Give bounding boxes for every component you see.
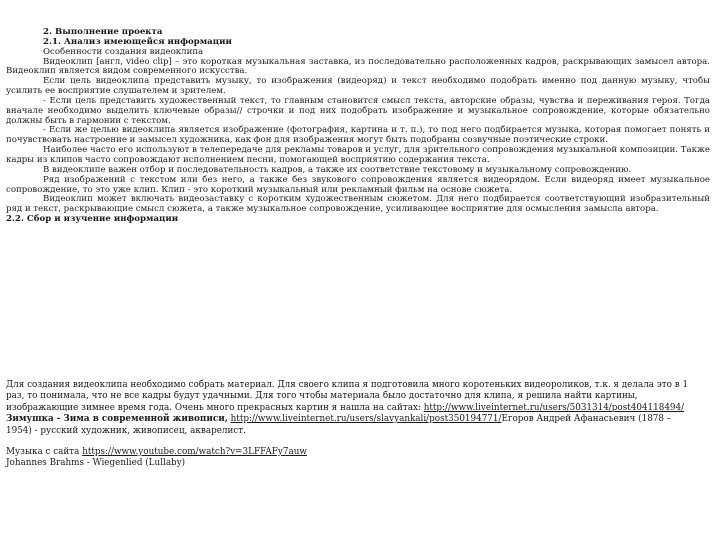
paragraph-definition: Видеоклип [англ, video clip] – это короткая музыкальная заставка, из последовательно расположенных кадров, раскрывающих замысел автора. Видеоклип является видом современного искусства. (6, 56, 710, 77)
project-section (6, 28, 710, 225)
collection-paragraph (6, 380, 696, 437)
paragraph-text-goal: - Если цель представить художественный текст, то главным становится смысл текста, авторские образы, чувства и переживания героя. Тогда вначале необходимо выделить ключевые образы// строчки и под них подобрать изображение и музыкальное сопровождение, которые обязательно должны быть в гармонии с текстом. (6, 95, 710, 126)
subheading: Особенности создания видеоклипа (43, 46, 204, 57)
section-heading-project: 2. Выполнение проекта (43, 27, 163, 37)
paragraph-videoseries: Ряд изображений с текстом или без него, а также без звукового сопровождения является видеорядом. Если видеоряд имеет музыкальное сопровождение, то это уже клип. Клип - это короткий музыкальный или рекламный фильм на основе сюжета. (6, 174, 710, 195)
paragraph-usage: Наиболее часто его используют в телепередаче для рекламы товаров и услуг, для зрительного сопровождения музыкальной композиции. Также кадры из клипов часто сопровождают исполнением песни, помогающей восприятию содержания текста. (6, 145, 710, 165)
paragraph-music-goal: Если цель видеоклипа представить музыку, то изображения (видеоряд) и текст необходимо подобрать именно под данную музыку, чтобы усилить ее восприятие слушателем и зрителем. (6, 76, 710, 97)
collection-text: Для создания видеоклипа необходимо собрать материал. Для своего клипа я подготовила много коротеньких видеороликов, т.к. я делала это в 1 раз, то понимала, что не все кадры будут удачными. Для того чтобы материала было достаточно для клипа, я решила найти картины, изображающие зимнее время года. Очень много прекрасных картин я нашла на сайтах: (6, 380, 689, 413)
music-track: Johannes Brahms - Wiegenlied (Lullaby) (6, 458, 186, 469)
music-line (6, 447, 696, 458)
link-egorov[interactable]: http://www.liveinternet.ru/users/slavyankali/post350194771/ (230, 414, 502, 425)
spacer (6, 437, 696, 447)
paragraph-image-goal: - Если же целью видеоклипа является изображение (фотография, картина и т. п.), то под него подбирается музыка, которая помогает понять и почувствовать настроение и замысел художника, как фон для изображения могут быть подобраны созвучные поэтические строки. (6, 125, 710, 146)
collection-section (6, 380, 696, 470)
music-label: Музыка с сайта (6, 447, 83, 458)
paragraph-selection: В видеоклипе важен отбор и последовательность кадров, а также их соответствие текстовому и музыкальному сопровождению. (43, 164, 632, 175)
paragraph-intro: Видеоклип может включать видеозаставку с коротким художественным сюжетом. Для него подбирается соответствующий изобразительный ряд и текст, раскрывающие смысл сюжета, а также музыкальное сопровождение, усиливающее восприятие для осмысления замысла автора. (6, 194, 710, 215)
link-egorov-title: Егоров Андрей Афанасьевич (1878 – 1954) - русский художник, живописец, акварелист. (6, 414, 672, 436)
link-youtube[interactable]: https://www.youtube.com/watch?v=3LFFAFy7auw (82, 447, 307, 458)
section-heading-analysis: 2.1. Анализ имеющейся информации (43, 36, 232, 47)
section-heading-collection: 2.2. Сбор и изучение информации (6, 214, 179, 225)
link-zimushka[interactable]: http://www.liveinternet.ru/users/5031314/post404118494/ (423, 402, 685, 413)
link-zimushka-title: Зимушка - Зима в современной живописи, (6, 414, 228, 425)
